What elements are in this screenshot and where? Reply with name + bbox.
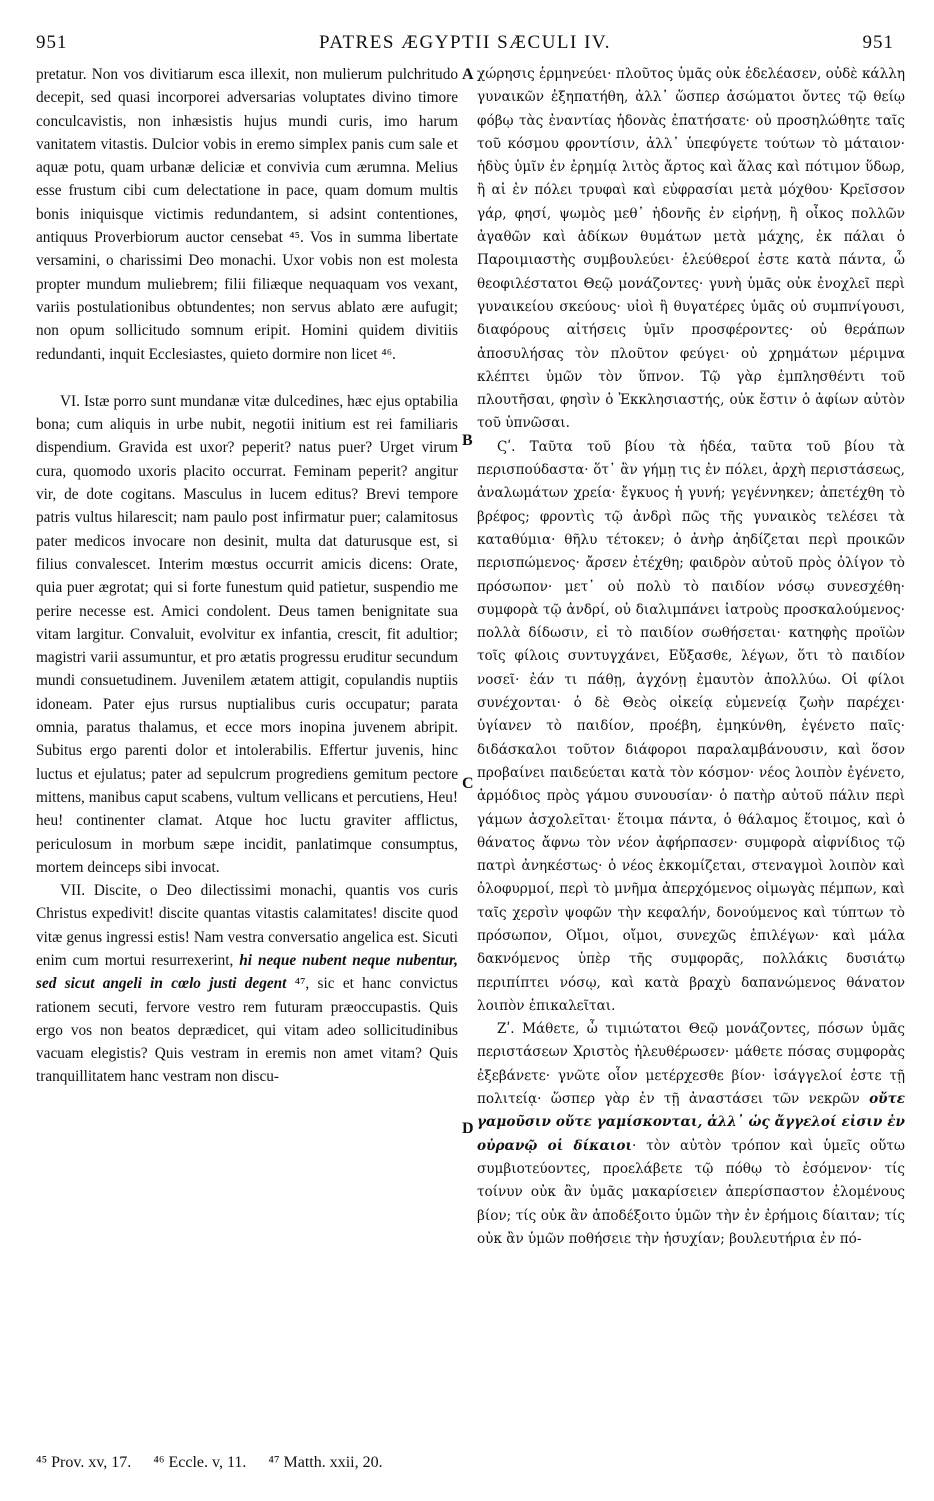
greek-paragraph-6: Ϛʹ. Ταῦτα τοῦ βίου τὰ ἡδέα, ταῦτα τοῦ βίου τὰ περισπούδαστα· ὅτ᾽ ἂν γήμῃ τις ἐν πόλει, ἀρχὴ περιστάσεως, ἀναλωμάτων χρεία· ἔγκυος ἡ γυνή; γεγέννηκεν; ἀπετέχθη τὸ βρέφος; φροντὶς τῷ ἀνδρὶ πῶς τῆς γυναικὸς τελέσει τὰ καταθύμια· θῆλυ τέτοκεν; ὁ ἀνὴρ ἀηδίζεται περὶ προικῶν περισπώμενος· ἄρσεν ἐτέχθη; φαιδρὸν αὐτοῦ πρὸς ὀλίγον τὸ πρόσωπον· μετ᾽ οὐ πολὺ τὸ παιδίον νόσῳ συνεσχέθη· συμφορὰ τῷ ἀνδρί, οὐ διαλιμπάνει ἰατροὺς προσκαλούμενος· πολλὰ δίδωσιν, εἰ τὸ παιδίον σωθήσεται· κατηφὴς προϊὼν τοῖς φίλοις συντυγχάνει, Εὔξασθε, λέγων, ὅτι τὸ παιδίον νοσεῖ· ἐάν τι πάθῃ, ἀγχόνῃ ἐμαυτὸν ἀπολλύω. Οἱ φίλοι συνέχονται· ὁ δὲ Θεὸς οἰκείᾳ εὐμενείᾳ ζωὴν παρέχει· ὑγίανεν τὸ παιδίον, προέβη, ἐμηκύνθη, ἐγένετο παῖς· διδάσκαλοι τοῦτον διάφοροι παραλαμβάνουσιν, καὶ ὅσον προβαίνει παιδεύεται κατὰ τὸν κόσμον· νέος λοιπὸν ἐγένετο, ἁρμόδιος πρὸς γάμου συνουσίαν· ὁ πατὴρ αὐτοῦ πάλιν περὶ γάμων ἀσχολεῖται· ἕτοιμα πάντα, ὁ θάλαμος ἕτοιμος, καὶ ὁ θάνατος ἄφνω τὸν νέον ἀφήρπασεν· συμφορὰ αἰφνίδιος τῷ πατρὶ ἀνηκέστως· ὁ νέος ἐκκομίζεται, στεναγμοὶ λοιπὸν καὶ ὀλοφυρμοί, περὶ τὸ μνῆμα ἀπερχόμενος οἰμωγὰς πέμπων, καὶ ταῖς χερσὶν ψοφῶν τὴν κεφαλήν, δονούμενος καὶ τύπτων τὸ πρόσωπον, Οἴμοι, οἴμοι, συνεχῶς ἐπιλέγων· καὶ μάλα δακνόμενος ὑπὲρ τῆς συμφορᾶς, πολλάκις δυσιάτῳ περιπίπτει νόσῳ, καὶ κατὰ βραχὺ δαπανώμενος θάνατον λοιπὸν ἐπικαλεῖται. [477,438,905,1014]
latin-column [36,63,458,1089]
margin-marker-d: D [462,1120,474,1137]
greek-column [477,63,905,1251]
margin-marker-b: B [462,432,473,449]
greek-p7-text-b: · τὸν αὐτὸν τρόπον καὶ ὑμεῖς οὕτω συμβιοτεύοντες, προελάβετε τῷ πόθῳ τὸ ἐσόμενον· τίς τοίνυν οὐκ ἂν ὑμᾶς μακαρίσειεν ἀπερίσπαστον ἑλομένους βίον; τίς οὐκ ἂν ἀποδέξοιτο ὑμῶν τὴν ἐν ἐρήμοις δίαιταν; τίς οὐκ ἂν ὑμῶν ποθήσειε τὴν ἡσυχίαν; βουλευτήρια ἐν πό- [477,1137,905,1247]
greek-p7-text-a: Ζʹ. Μάθετε, ὦ τιμιώτατοι Θεῷ μονάζοντες, πόσων ὑμᾶς περιστάσεων Χριστὸς ἠλευθέρωσεν· μάθετε πόσας συμφορὰς ἐξεβάνετε· γνῶτε οἷον μετέρχεσθε βίον· ἰσάγγελοί ἐστε τῇ πολιτείᾳ· ὥσπερ γὰρ ἐν τῇ ἀναστάσει τῶν νεκρῶν [477,1021,905,1108]
page-header [36,32,894,60]
footnotes [36,1454,401,1472]
latin-paragraph-7 [36,879,458,1089]
footnote-47: ⁴⁷ Matth. xxii, 20. [268,1454,383,1471]
latin-p7-text-a: VII. Discite, o Deo dilectissimi monachi, quantis vos curis Christus expedivit! discite quantas vitastis calamitates! discite quod vitæ genus ingressi estis! Nam vestra conversatio angelica est. Sicuti enim cum mortui resurrexerint, [36,882,458,969]
page-number-left: 951 [36,32,68,53]
footnote-45: ⁴⁵ Prov. xv, 17. [36,1454,132,1471]
latin-paragraph-1: pretatur. Non vos divitiarum esca illexit, non mulierum pulchritudo decepit, sed quasi incorporei adversarias voluptates divino timore conculcavistis, non inhæsistis hujus mundi curis, imo harum vanitatem vitastis. Dulcior vobis in eremo simplex panis cum sale et aquæ potu, quam urbanæ deliciæ et convivia cum ærumna. Melius esse frustum cibi cum delectatione in pace, quam domum multis bonis iniquisque victimis redundantem, si adsint contentiones, antiquus Proverbiorum auctor censebat ⁴⁵. Vos in summa libertate versamini, o charissimi Deo monachi. Uxor vobis non est molesta propter mundum muliebrem; filii filiæque nequaquam vos vexant, variis postulationibus obtundentes; non servus ablato ære aufugit; non opum sollicitudo somnum eripit. Homini quidem divitiis redundanti, inquit Ecclesiastes, quieto dormire non licet ⁴⁶. [36,66,458,363]
greek-paragraph-1: χώρησις ἑρμηνεύει· πλοῦτος ὑμᾶς οὐκ ἐδελέασεν, οὐδὲ κάλλη γυναικῶν ἐξηπατήθη, ἀλλ᾽ ὥσπερ ἀσώματοι ὄντες τῷ θείῳ φόβῳ τὰς ἐναντίας ἡδονὰς ἐπατήσατε· οὐ προσηλώθητε ταῖς τοῦ κόσμου φροντίσιν, ἀλλ᾽ ὑπεφύγετε τούτων τὸ μάταιον· ἡδὺς ὑμῖν ἐν ἐρημίᾳ λιτὸς ἄρτος καὶ ἅλας καὶ πότιμον ὕδωρ, ἢ αἱ ἐν πόλει τρυφαὶ καὶ εὐφρασίαι μετὰ μόχθου· Κρεῖσσον γάρ, φησί, ψωμὸς μεθ᾽ ἡδονῆς ἐν εἰρήνῃ, ἢ οἶκος πολλῶν ἀγαθῶν καὶ ἀδίκων θυμάτων μετὰ μάχης, ἐκ πάλαι ὁ Παροιμιαστὴς συμβουλεύει· ἐλεύθεροί ἐστε κατὰ πάντα, ὦ θεοφιλέστατοι Θεῷ μονάζοντες· γυνὴ ὑμᾶς οὐκ ἐνοχλεῖ περὶ γυναικείου σκεύους· υἱοὶ ἢ θυγατέρες ὑμᾶς οὐ συμπνίγουσι, διαφόρους αἰτήσεις ὑμῖν προσφέροντες· οὐ θεράπων ἀποσυλήσας τὸν πλοῦτον φεύγει· οὐ χρημάτων μέριμνα κλέπτει ὑμῶν τὸν ὕπνον. Τῷ γὰρ ἐμπλησθέντι τοῦ πλουτῆσαι, φησὶν ὁ Ἐκκλησιαστής, οὐκ ἔστιν ὁ ἀφίων αὐτὸν τοῦ ὑπνῶσαι. [477,66,905,432]
page-number-right: 951 [862,32,894,53]
margin-marker-a: A [462,66,474,83]
greek-paragraph-7 [477,1018,905,1251]
latin-quotation: hi neque nubent neque nubentur, sed sicut angeli in cœlo justi degent [36,951,458,993]
greek-quotation: οὔτε γαμοῦσιν οὔτε γαμίσκονται, ἀλλ᾽ ὡς ἄγγελοί εἰσιν ἐν οὐρανῷ οἱ δίκαιοι [477,1091,905,1154]
running-title: PATRES ÆGYPTII SÆCULI IV. [319,32,611,53]
footnote-46: ⁴⁶ Eccle. v, 11. [153,1454,247,1471]
margin-marker-c: C [462,775,474,792]
latin-p7-text-b: ⁴⁷, sic et hanc convictus rationem secuti, fervore vestro rem futuram præoccupastis. Quis ergo vos non beatos deprædicet, qui vitam adeo sollicitudinibus vacuam elegistis? Quis vestram in eremis non amet vitam? Quis tranquillitatem hanc vestram non discu- [36,975,458,1086]
latin-paragraph-6: VI. Istæ porro sunt mundanæ vitæ dulcedines, hæc ejus optabilia bona; cum aliquis in urbe nubit, negotii initium est rei familiaris dispendium. Gravida est uxor? peperit? natus puer? Urget virum cura, quomodo uxoris placito occurrat. Feminam peperit? angitur vir, de dote cogitans. Masculus in lucem editus? Brevi tempore patris vultus hilarescit; nam paulo post infirmatur puer; calamitosus pater medicos invocare non desinit, multa dat daturusque est, si filius convalescet. Interim mœstus occurrit amicis dicens: Orate, quia puer ægrotat; qui si forte funestum quid patietur, suspendio me perire necesse est. Amici condolent. Deus tamen benignitate sua vitam largitur. Convaluit, evolvitur ex infantia, crescit, fit adultior; magistri varii assumuntur, et pro ætatis progressu eruditur secundum mundi consuetudinem. Juvenilem ætatem attigit, copulandis nuptiis idoneam. Pater ejus rursus nuptialibus curis occupatur; parata omnia, paratus thalamus, et ecce mors inopina juvenem abripit. Subitus ergo parenti dolor et intolerabilis. Effertur juvenis, hinc luctus et ejulatus; pater ad sepulcrum progrediens gemitum pectore mittens, manibus caput scabens, vultum vellicans et percutiens, Heu! heu! continenter clamat. Atque hoc luctu graviter afflictus, periculosum in morbum sæpe incidit, panlatimque consumptus, mortem deinceps sibi invocat. [36,392,458,876]
